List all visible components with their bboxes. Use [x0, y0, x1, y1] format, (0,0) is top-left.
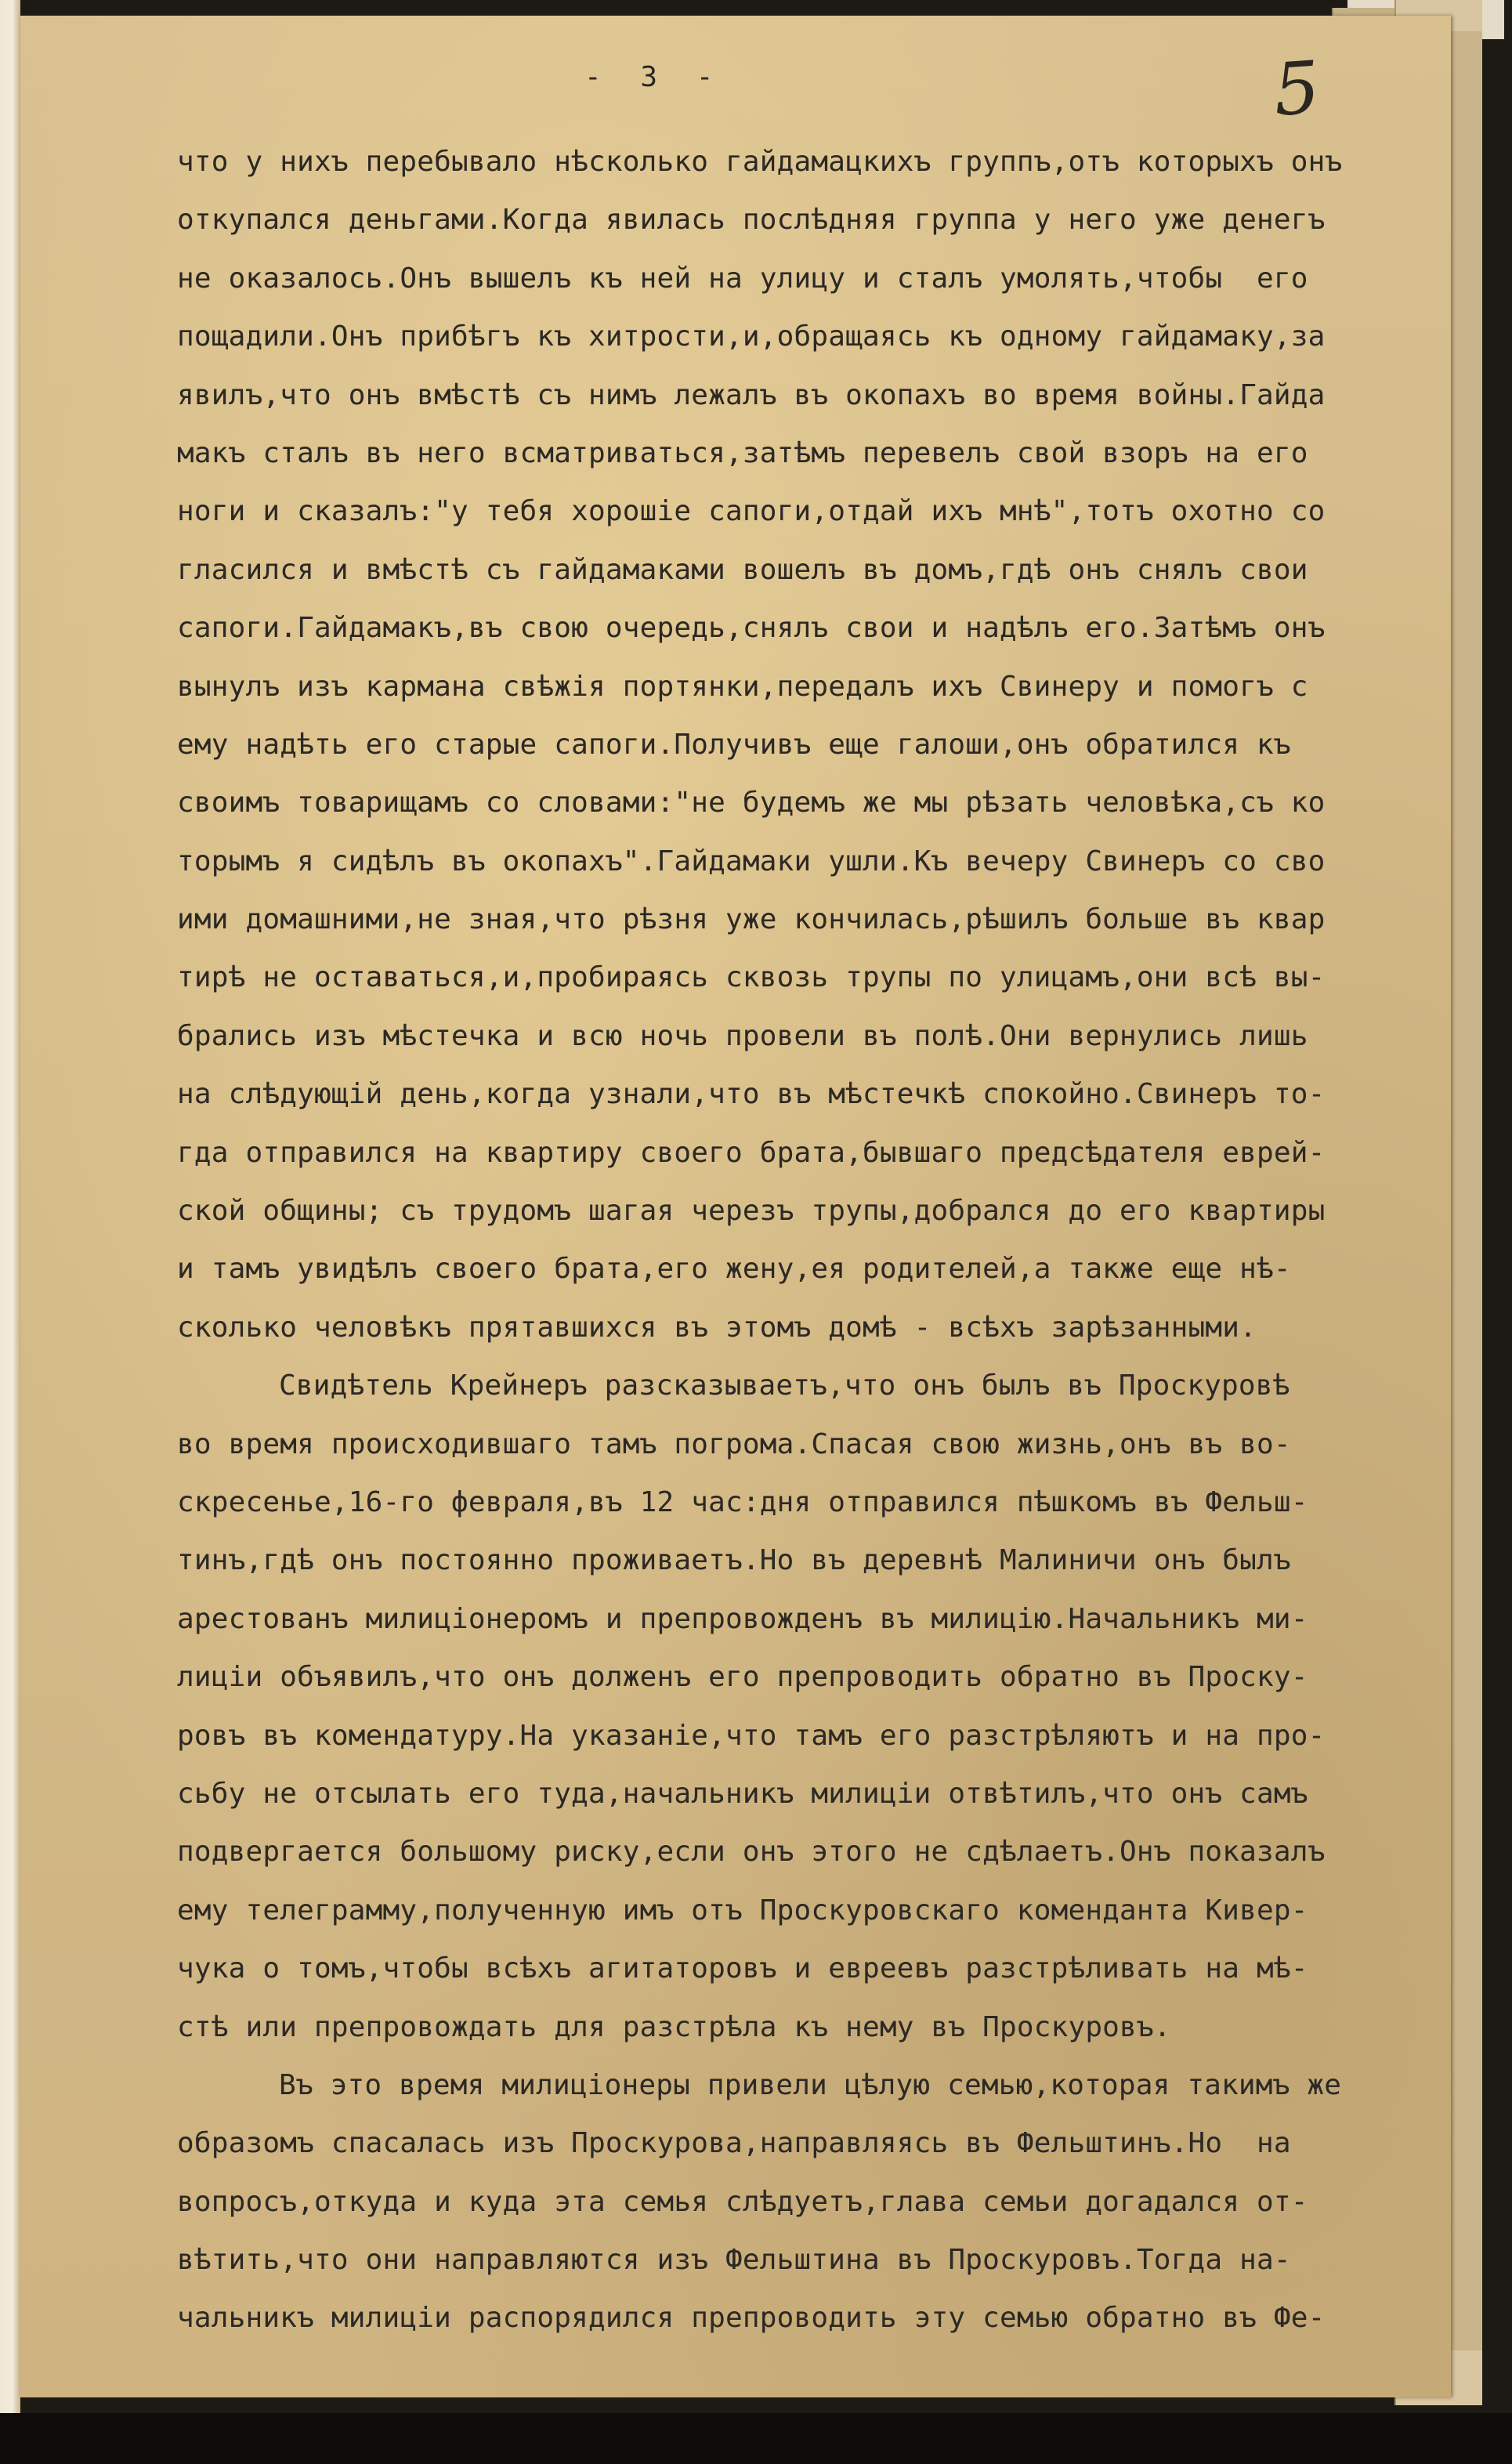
scan-background: [0, 2413, 1512, 2464]
text-line: сколько человѣкъ прятавшихся въ этомъ домѣ - всѣхъ зарѣзанными.: [177, 1311, 1257, 1344]
text-line: брались изъ мѣстечка и всю ночь провели въ полѣ.Они вернулись лишь: [177, 1019, 1308, 1052]
text-line: своимъ товарищамъ со словами:"не будемъ же мы рѣзать человѣка,съ ко: [177, 787, 1326, 820]
text-line: что у нихъ перебывало нѣсколько гайдамацкихъ группъ,отъ которыхъ онъ: [177, 146, 1343, 178]
text-line: сапоги.Гайдамакъ,въ свою очередь,снялъ свои и надѣлъ его.Затѣмъ онъ: [177, 612, 1326, 645]
text-line: ему телеграмму,полученную имъ отъ Проскуровскаго коменданта Кивер-: [177, 1894, 1308, 1927]
page-number: - 3 -: [584, 61, 725, 93]
text-line: вынулъ изъ кармана свѣжiя портянки,передалъ ихъ Свинеру и помогъ с: [177, 670, 1308, 703]
text-line: ими домашними,не зная,что рѣзня уже кончилась,рѣшилъ больше въ квар: [177, 903, 1326, 936]
folio-number: 5: [1271, 45, 1323, 132]
text-line: ноги и сказалъ:"у тебя хорошiе сапоги,отдай ихъ мнѣ",тотъ охотно со: [177, 495, 1326, 528]
binding-strip: [0, 0, 20, 2413]
text-line: торымъ я сидѣлъ въ окопахъ".Гайдамаки ушли.Къ вечеру Свинеръ со сво: [177, 845, 1326, 877]
text-line: явилъ,что онъ вмѣстѣ съ нимъ лежалъ въ окопахъ во время войны.Гайда: [177, 378, 1326, 411]
text-line: откупался деньгами.Когда явилась послѣдняя группа у него уже денегъ: [177, 204, 1326, 237]
text-line: макъ сталъ въ него всматриваться,затѣмъ перевелъ свой взоръ на его: [177, 436, 1308, 469]
text-line: чука о томъ,чтобы всѣхъ агитаторовъ и евреевъ разстрѣливать на мѣ-: [177, 1952, 1308, 1985]
text-line: тинъ,гдѣ онъ постоянно проживаетъ.Но въ деревнѣ Малиничи онъ былъ: [177, 1544, 1291, 1577]
text-line: стѣ или препровождать для разстрѣла къ нему въ Проскуровъ.: [177, 2010, 1171, 2043]
text-line: ему надѣть его старые сапоги.Получивъ еще галоши,онъ обратился къ: [177, 728, 1291, 761]
paragraph: [177, 1357, 1470, 2057]
text-line: Въ это время милицiонеры привели цѣлую семью,которая такимъ же: [279, 2068, 1342, 2101]
text-line: вѣтить,что они направляются изъ Фельштина въ Проскуровъ.Тогда на-: [177, 2244, 1291, 2277]
text-line: пощадили.Онъ прибѣгъ къ хитрости,и,обращаясь къ одному гайдамаку,за: [177, 320, 1326, 353]
text-line: на слѣдующiй день,когда узнали,что въ мѣстечкѣ спокойно.Свинеръ то-: [177, 1078, 1326, 1111]
text-line: гда отправился на квартиру своего брата,бывшаго предсѣдателя еврей-: [177, 1136, 1326, 1169]
paragraph: [177, 133, 1470, 1357]
text-line: тирѣ не оставаться,и,пробираясь сквозь трупы по улицамъ,они всѣ вы-: [177, 961, 1326, 994]
text-line: во время происходившаго тамъ погрома.Спасая свою жизнь,онъ въ во-: [177, 1427, 1291, 1460]
text-line: и тамъ увидѣлъ своего брата,его жену,ея родителей,а также еще нѣ-: [177, 1253, 1291, 1286]
text-line: вопросъ,откуда и куда эта семья слѣдуетъ,глава семьи догадался от-: [177, 2185, 1308, 2218]
text-line: ровъ въ комендатуру.На указанiе,что тамъ его разстрѣляютъ и на про-: [177, 1719, 1326, 1752]
text-line: сьбу не отсылать его туда,начальникъ милицiи отвѣтилъ,что онъ самъ: [177, 1777, 1308, 1810]
text-line: арестованъ милицiонеромъ и препровожденъ въ милицiю.Начальникъ ми-: [177, 1602, 1308, 1635]
text-line: не оказалось.Онъ вышелъ къ ней на улицу и сталъ умолять,чтобы его: [177, 262, 1308, 295]
text-line: скресенье,16-го февраля,въ 12 час:дня отправился пѣшкомъ въ Фельш-: [177, 1485, 1308, 1518]
text-line: Свидѣтель Крейнеръ разсказываетъ,что онъ былъ въ Проскуровѣ: [279, 1369, 1290, 1402]
text-line: лицiи объявилъ,что онъ долженъ его препроводить обратно въ Проску-: [177, 1661, 1308, 1694]
document-body: [177, 133, 1470, 2348]
text-line: ской общины; съ трудомъ шагая черезъ трупы,добрался до его квартиры: [177, 1195, 1326, 1228]
document-page: [20, 16, 1451, 2397]
text-line: гласился и вмѣстѣ съ гайдамаками вошелъ въ домъ,гдѣ онъ снялъ свои: [177, 553, 1308, 586]
paragraph: [177, 2057, 1470, 2348]
text-line: образомъ спасалась изъ Проскурова,направляясь въ Фельштинъ.Но на: [177, 2127, 1291, 2160]
text-line: подвергается большому риску,если онъ этого не сдѣлаетъ.Онъ показалъ: [177, 1836, 1326, 1869]
text-line: чальникъ милицiи распорядился препроводить эту семью обратно въ Фе-: [177, 2302, 1326, 2335]
